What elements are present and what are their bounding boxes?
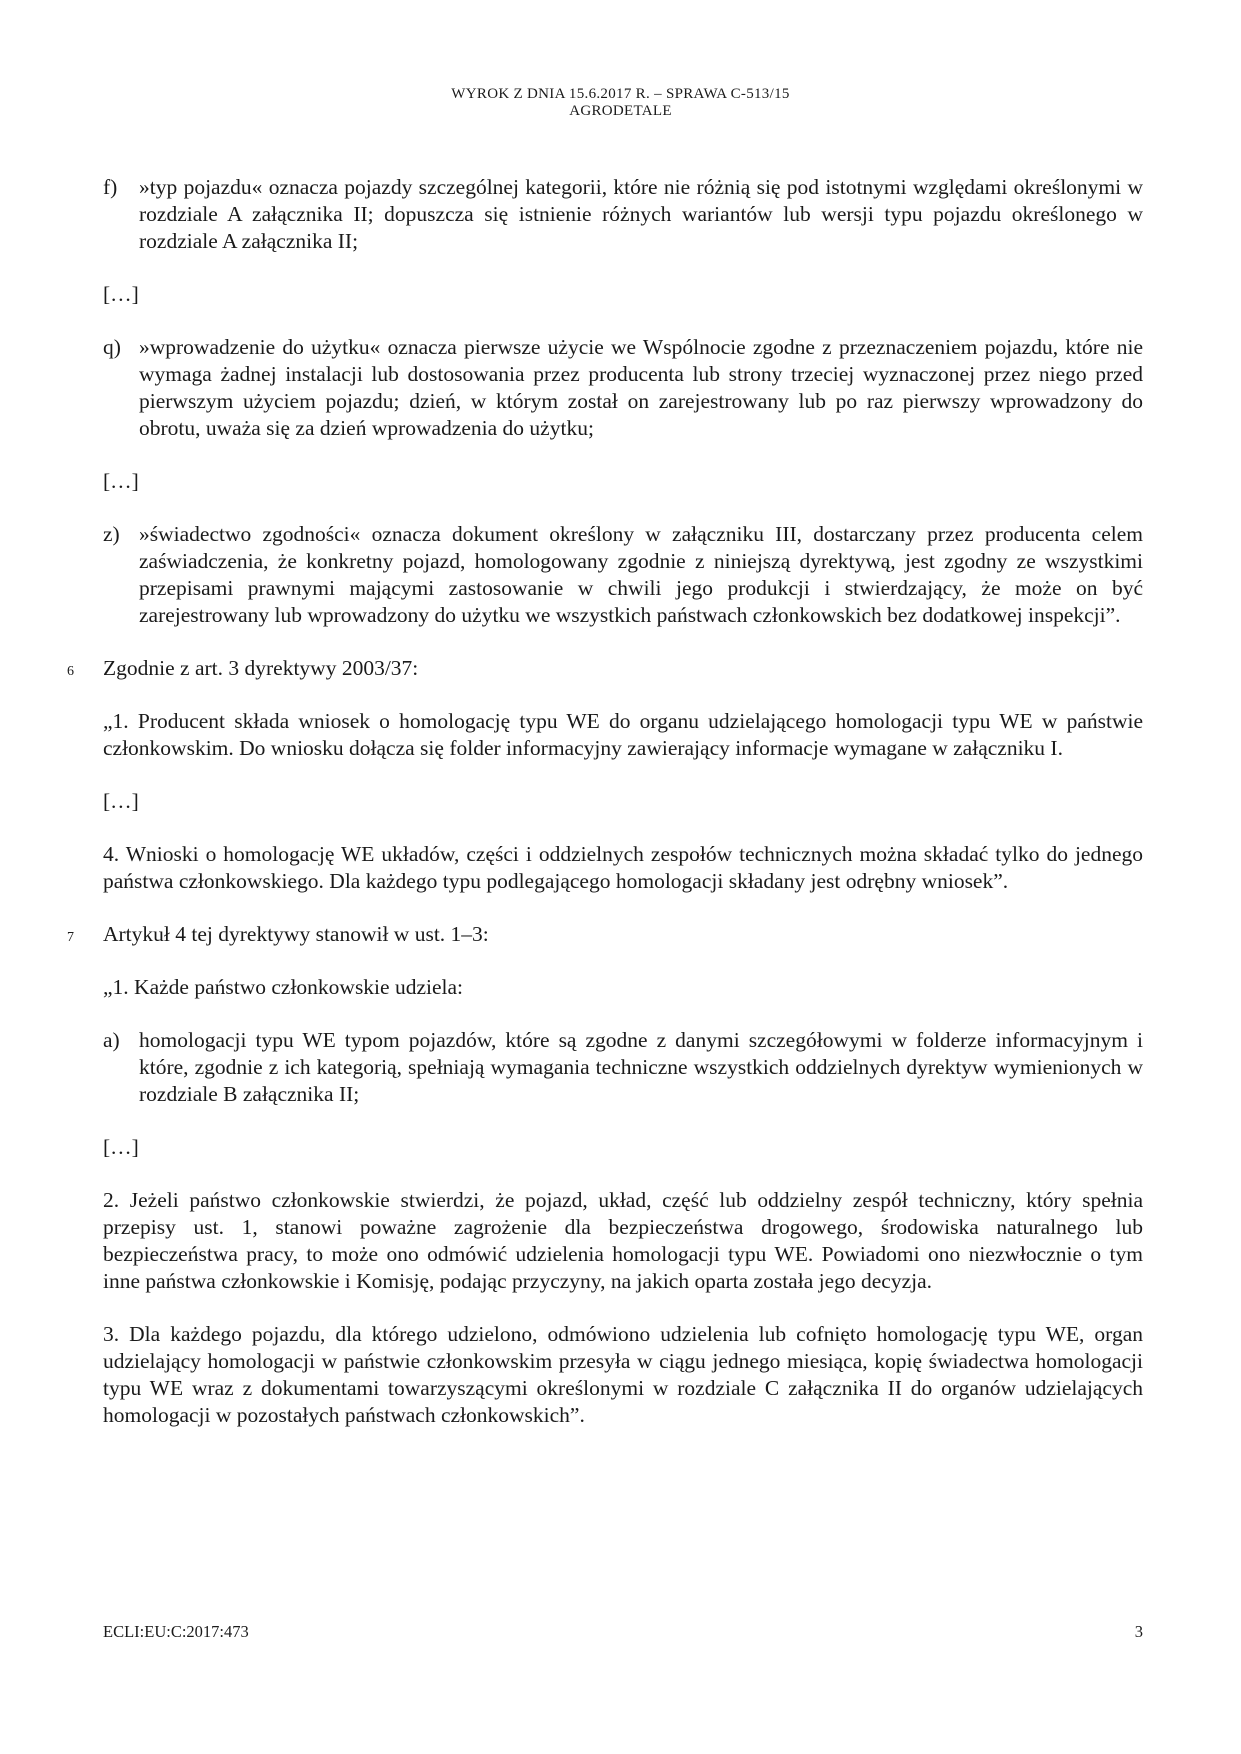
item-label: q) — [103, 335, 121, 359]
quote-article-3-para-1: „1. Producent składa wniosek o homologację typu WE do organu udzielającego homologacji typu WE w państwie członkowskim. Do wniosku dołącza się folder informacyjny zawierający informacje wymagane w załączniku I. — [103, 709, 1143, 760]
item-text: »typ pojazdu« oznacza pojazdy szczególnej kategorii, które nie różnią się pod istotnymi względami określonymi w rozdziale A załącznika II; dopuszcza się istnienie różnych wariantów lub wersji typu pojazdu określonego w rozdziale A załącznika II; — [139, 175, 1143, 253]
quote-article-4-para-1: „1. Każde państwo członkowskie udziela: — [103, 975, 463, 999]
ellipsis: […] — [103, 1135, 139, 1159]
paragraph-text: Zgodnie z art. 3 dyrektywy 2003/37: — [103, 656, 419, 680]
ellipsis: […] — [103, 789, 139, 813]
ecli-identifier: ECLI:EU:C:2017:473 — [103, 1622, 249, 1641]
ellipsis: […] — [103, 282, 139, 306]
quote-article-4-para-2: 2. Jeżeli państwo członkowskie stwierdzi, że pojazd, układ, część lub oddzielny zespół techniczny, który spełnia przepisy ust. 1, stanowi poważne zagrożenie dla bezpieczeństwa drogowego, środowiska naturalnego lub bezpieczeństwa pracy, to może ono odmówić udzielenia homologacji typu WE. Powiadomi ono niezwłocznie o tym inne państwa członkowskie i Komisję, podając przyczyny, na jakich oparta została jego decyzja. — [103, 1188, 1143, 1293]
header-case-name: AGRODETALE — [569, 103, 672, 119]
ellipsis: […] — [103, 469, 139, 493]
page-footer — [103, 1622, 1143, 1642]
list-item-a — [103, 1027, 1143, 1108]
item-label: z) — [103, 522, 120, 546]
running-header — [0, 86, 1241, 120]
paragraph-6 — [67, 655, 1143, 682]
paragraph-number: 7 — [67, 930, 74, 945]
paragraph-number: 6 — [67, 664, 74, 679]
item-text: »świadectwo zgodności« oznacza dokument określony w załączniku III, dostarczany przez producenta celem zaświadczenia, że konkretny pojazd, homologowany zgodnie z niniejszą dyrektywą, jest zgodny ze wszystkimi przepisami prawnymi mającymi zastosowanie w chwili jego produkcji i stwierdzający, że może on być zarejestrowany lub wprowadzony do użytku we wszystkich państwach członkowskich bez dodatkowej inspekcji”. — [139, 522, 1143, 627]
quote-article-4-para-3: 3. Dla każdego pojazdu, dla którego udzielono, odmówiono udzielenia lub cofnięto homologację typu WE, organ udzielający homologacji w państwie członkowskim przesyła w ciągu jednego miesiąca, kopię świadectwa homologacji typu WE wraz z dokumentami towarzyszącymi określonymi w rozdziale C załącznika II do organów udzielających homologacji w pozostałych państwach członkowskich”. — [103, 1322, 1143, 1427]
document-body — [67, 174, 1143, 1455]
definition-item-q — [103, 334, 1143, 442]
quote-article-3-para-4: 4. Wnioski o homologację WE układów, części i oddzielnych zespołów technicznych można składać tylko do jednego państwa członkowskiego. Dla każdego typu podlegającego homologacji składany jest odrębny wniosek”. — [103, 842, 1143, 893]
item-text: »wprowadzenie do użytku« oznacza pierwsze użycie we Wspólnocie zgodne z przeznaczeniem pojazdu, które nie wymaga żadnej instalacji lub dostosowania przez producenta lub strony trzeciej wyznaczonej przez niego przed pierwszym użyciem pojazdu; dzień, w którym został on zarejestrowany lub po raz pierwszy wprowadzony do obrotu, uważa się za dzień wprowadzenia do użytku; — [139, 335, 1143, 440]
paragraph-text: Artykuł 4 tej dyrektywy stanowił w ust. 1–3: — [103, 922, 489, 946]
item-label: f) — [103, 175, 118, 199]
header-case-title: WYROK Z DNIA 15.6.2017 R. – SPRAWA C-513/15 — [451, 86, 790, 102]
item-label: a) — [103, 1028, 120, 1052]
definition-item-z — [103, 521, 1143, 629]
page-number: 3 — [1134, 1622, 1143, 1641]
paragraph-7 — [67, 921, 1143, 948]
item-text: homologacji typu WE typom pojazdów, które są zgodne z danymi szczegółowymi w folderze informacyjnym i które, zgodnie z ich kategorią, spełniają wymagania techniczne wszystkich oddzielnych dyrektyw wymienionych w rozdziale B załącznika II; — [139, 1028, 1143, 1106]
definition-item-f — [103, 174, 1143, 255]
